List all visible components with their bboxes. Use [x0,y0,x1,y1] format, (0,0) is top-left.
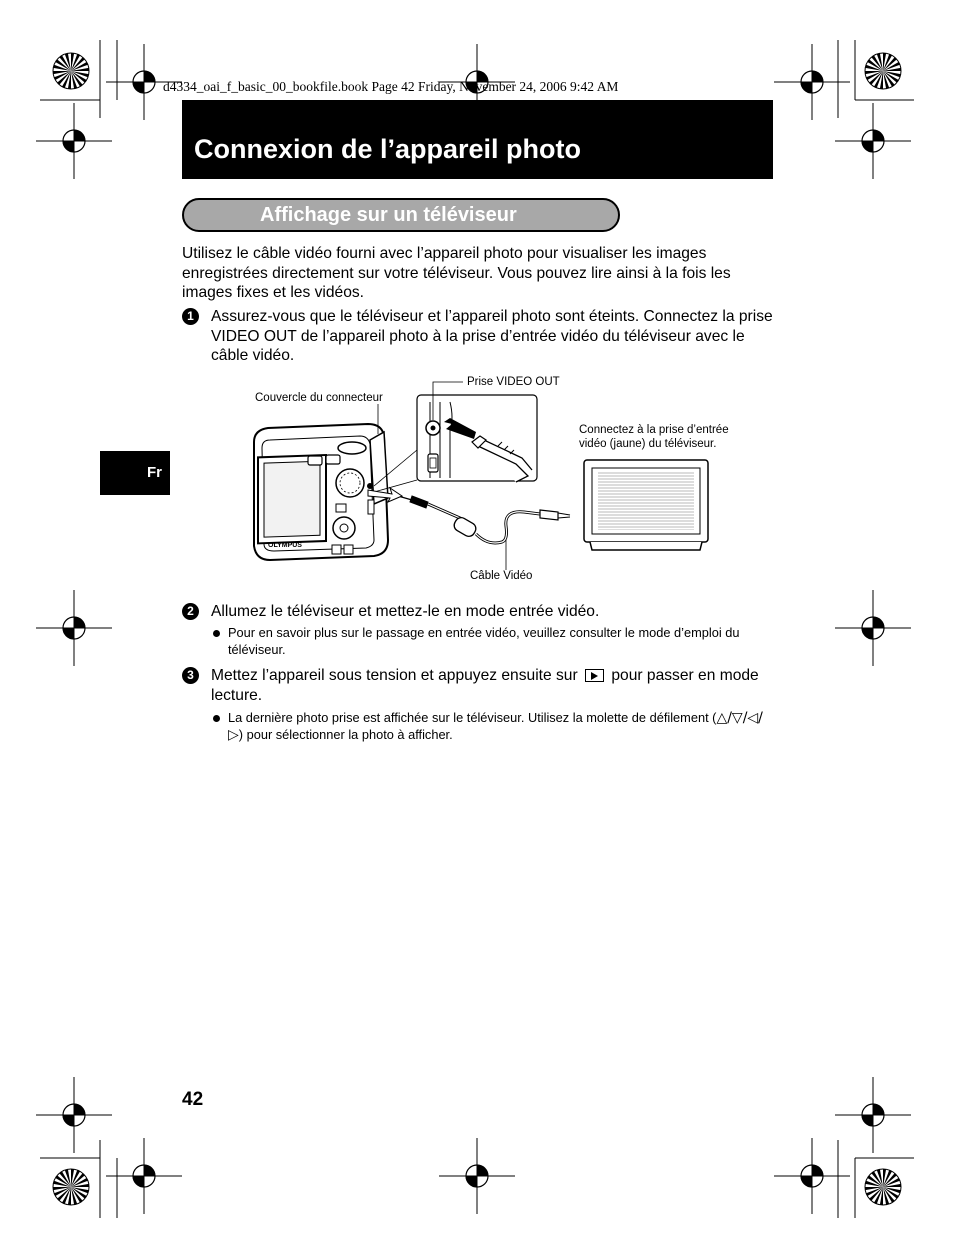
step-3-bullet [228,710,776,743]
label-video-out: Prise VIDEO OUT [467,376,560,388]
step-3 [187,666,773,705]
step-1-text: Assurez-vous que le téléviseur et l’appareil photo sont éteints. Connectez la prise VIDEO OUT de l’appareil photo à la prise d’entrée vidéo du téléviseur avec le câble vidéo. [211,308,773,364]
language-tab-label: Fr [147,464,162,481]
step-number-icon: 2 [182,603,199,620]
section-title: Affichage sur un téléviseur [260,204,517,226]
intro-paragraph: Utilisez le câble vidéo fourni avec l’appareil photo pour visualiser les images enregistrées directement sur votre téléviseur. Vous pouvez lire ainsi à la fois les images fixes et les vidéos. [182,245,731,301]
step-2-bullet-text: Pour en savoir plus sur le passage en entrée vidéo, veuillez consulter le mode d’emploi du téléviseur. [228,625,740,657]
bullet-icon [213,715,220,722]
camera-brand-text: OLYMPUS [268,542,302,549]
section-heading-pill [182,198,620,232]
page-title: Connexion de l’appareil photo [194,134,582,164]
step-2-bullet [228,625,776,658]
step-2 [187,602,773,622]
step-number-icon: 1 [182,308,199,325]
step-3-bullet-after: ) pour sélectionner la photo à afficher. [238,726,453,742]
step-3-text-after: pour passer en mode lecture. [211,667,759,704]
video-cable [398,496,570,543]
label-connect-tv-line1: Connectez à la prise d’entrée [579,424,729,436]
step-3-text-before: Mettez l’appareil sous tension et appuyez ensuite sur [211,667,578,684]
arrow-pad-icons: △/▽/◁/▷ [228,710,763,743]
language-tab [100,451,170,495]
step-1 [187,307,773,366]
label-video-cable: Câble Vidéo [470,570,533,582]
step-3-bullet-before: La dernière photo prise est affichée sur le téléviseur. Utilisez la molette de défilement ( [228,710,717,725]
step-2-text: Allumez le téléviseur et mettez-le en mode entrée vidéo. [211,603,600,620]
video-out-closeup [417,395,537,482]
step-number-icon: 3 [182,667,199,684]
play-button-icon [585,669,604,682]
label-connector-cover: Couvercle du connecteur [255,392,383,404]
bullet-icon [213,630,220,637]
television-illustration [584,460,708,550]
label-connect-tv-line2: vidéo (jaune) du téléviseur. [579,438,717,450]
print-header-line: d4334_oai_f_basic_00_bookfile.book Page 42 Friday, November 24, 2006 9:42 AM [163,79,619,94]
page-number: 42 [182,1089,204,1110]
title-bar [182,100,773,179]
